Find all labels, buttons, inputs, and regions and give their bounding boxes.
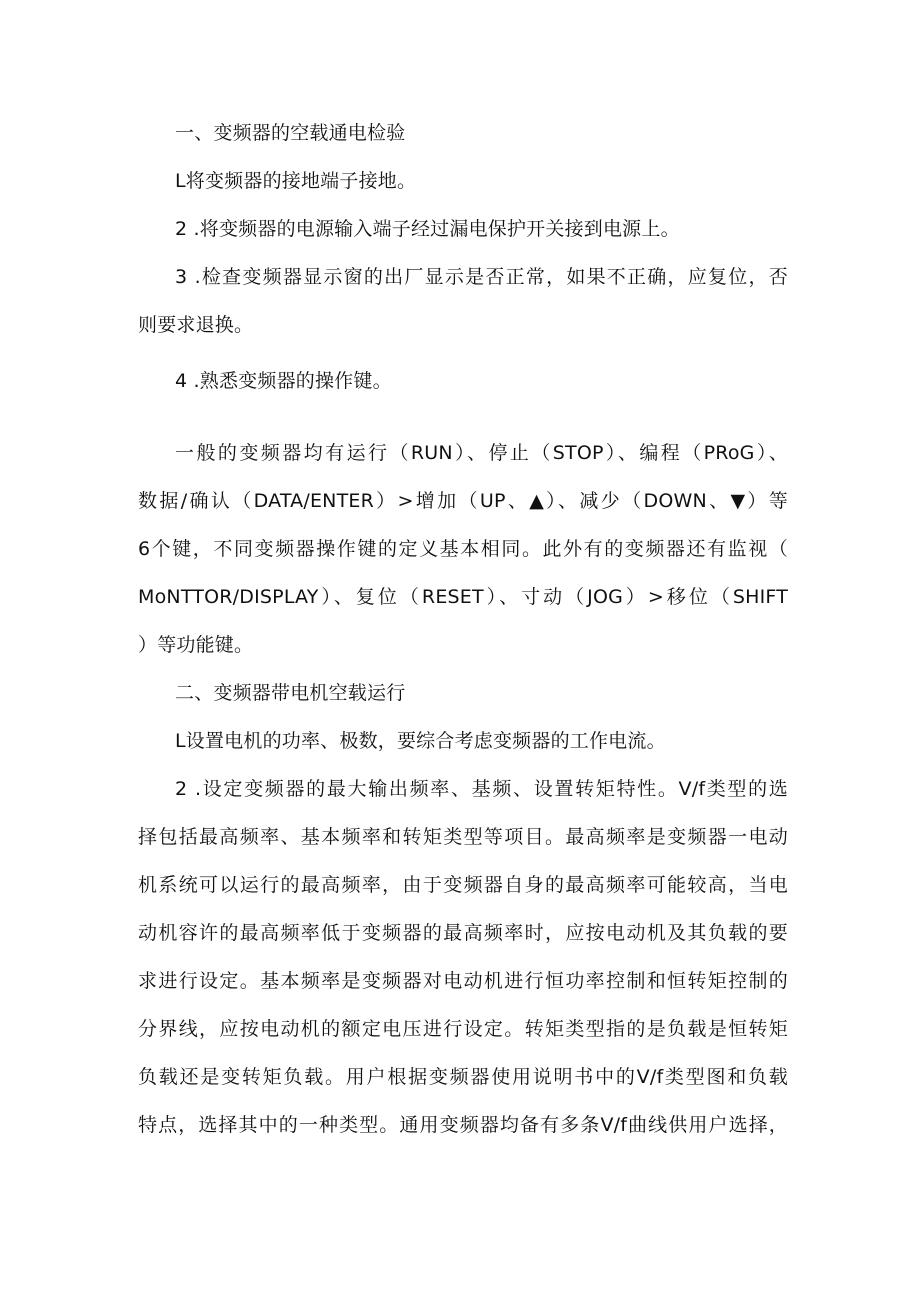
section-heading-1: 一、变频器的空载通电检验 — [175, 122, 406, 144]
paragraph-line: 数据/确认（DATA/ENTER）>增加（UP、▲）、减少（DOWN、▼）等 — [138, 490, 788, 512]
paragraph-line: 求进行设定。基本频率是变频器对电动机进行恒功率控制和恒转矩控制的 — [138, 970, 788, 992]
paragraph-line: 6个键，不同变频器操作键的定义基本相同。此外有的变频器还有监视（ — [138, 538, 788, 560]
paragraph-line: 则要求退换。 — [138, 314, 254, 336]
paragraph-line: 机系统可以运行的最高频率，由于变频器自身的最高频率可能较高，当电 — [138, 874, 788, 896]
paragraph-line: 一般的变频器均有运行（RUN）、停止（STOP）、编程（PRoG）、 — [175, 442, 788, 464]
paragraph-line: ）等功能键。 — [138, 634, 254, 656]
paragraph-line: 2 .将变频器的电源输入端子经过漏电保护开关接到电源上。 — [175, 218, 680, 240]
paragraph-line: 负载还是变转矩负载。用户根据变频器使用说明书中的V/f类型图和负载 — [138, 1066, 788, 1088]
paragraph-line: 4 .熟悉变频器的操作键。 — [175, 370, 392, 392]
paragraph-line: 择包括最高频率、基本频率和转矩类型等项目。最高频率是变频器一电动 — [138, 826, 788, 848]
paragraph-line: 3 .检查变频器显示窗的出厂显示是否正常，如果不正确，应复位，否 — [175, 266, 788, 288]
paragraph-line: L设置电机的功率、极数，要综合考虑变频器的工作电流。 — [175, 730, 666, 752]
paragraph-line: 分界线，应按电动机的额定电压进行设定。转矩类型指的是负载是恒转矩 — [138, 1018, 788, 1040]
paragraph-line: 特点，选择其中的一种类型。通用变频器均备有多条V/f曲线供用户选择， — [138, 1114, 788, 1136]
paragraph-line: MoNTTOR/DISPLAY）、复位（RESET）、寸动（JOG）>移位（SHIFT — [138, 586, 788, 608]
section-heading-2: 二、变频器带电机空载运行 — [175, 682, 406, 704]
paragraph-line: 2 .设定变频器的最大输出频率、基频、设置转矩特性。V/f类型的选 — [175, 778, 788, 800]
paragraph-line: L将变频器的接地端子接地。 — [175, 170, 417, 192]
paragraph-line: 动机容许的最高频率低于变频器的最高频率时，应按电动机及其负载的要 — [138, 922, 788, 944]
